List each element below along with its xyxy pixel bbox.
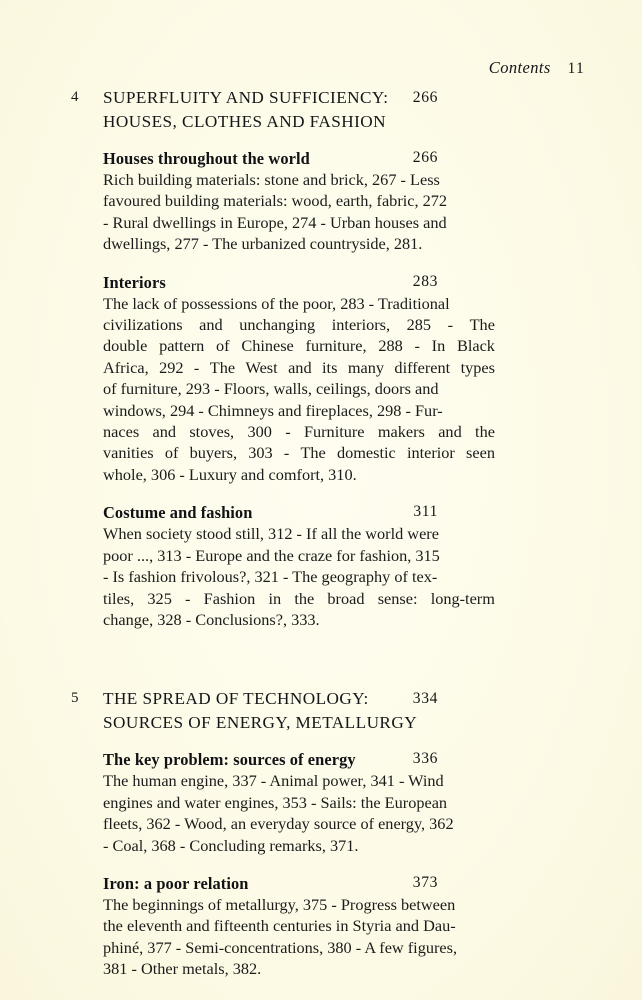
chapter-number: 5 [71,690,79,707]
section-contents-list [103,169,495,255]
section-contents-line: - Is fashion frivolous?, 321 - The geography of tex- [103,567,438,587]
chapter-page-number: 266 [412,89,438,106]
section-page-number: 336 [412,750,438,768]
section-contents-line: civilizations and unchanging interiors, 285 - The [103,315,495,335]
running-head-title: Contents [488,58,551,77]
table-of-contents [0,86,642,980]
section-contents-list [103,894,495,980]
chapter-page-number: 334 [412,690,438,708]
section-entry[interactable] [103,502,495,630]
section-contents-line: fleets, 362 - Wood, an everyday source of energy, 362 [103,814,454,834]
section-contents-line: Rich building materials: stone and brick, 267 - Less [103,170,440,189]
section-contents-line: double pattern of Chinese furniture, 288 - In Black [103,336,495,356]
section-page-number: 266 [412,149,438,166]
section-entry[interactable] [103,749,495,856]
section-page-number: 373 [412,873,438,891]
chapter-title-row [103,86,495,133]
chapter-title-line: THE SPREAD OF TECHNOLOGY: [103,689,369,709]
section-contents-line: naces and stoves, 300 - Furniture makers and the [103,422,495,442]
section-contents-line: windows, 294 - Chimneys and fireplaces, 298 - Fur- [103,400,443,420]
section-contents-list [103,293,495,486]
section-page-number: 283 [412,272,438,290]
section-contents-line: When society stood still, 312 - If all the world were [103,524,439,544]
chapter-title-row [103,687,495,734]
chapter-title-line: SUPERFLUITY AND SUFFICIENCY: [103,88,389,107]
section-contents-line: whole, 306 - Luxury and comfort, 310. [103,464,357,484]
section-contents-line: dwellings, 277 - The urbanized countryside, 281. [103,234,423,254]
chapter-title-line: HOUSES, CLOTHES AND FASHION [103,111,387,131]
section-contents-list [103,523,495,630]
section-contents-line: The beginnings of metallurgy, 375 - Progress between [103,894,456,914]
section-heading: Houses throughout the world [103,149,310,168]
section-contents-line: - Coal, 368 - Concluding remarks, 371. [103,835,359,855]
section-contents-list [103,770,495,856]
chapter-number: 4 [71,89,79,105]
section-contents-line: change, 328 - Conclusions?, 333. [103,609,320,629]
section-entry[interactable] [103,873,495,980]
section-contents-line: 381 - Other metals, 382. [103,959,262,979]
chapter-title-line: SOURCES OF ENERGY, METALLURGY [103,712,418,732]
section-contents-line: tiles, 325 - Fashion in the broad sense: long-term [103,588,495,608]
chapter-entry[interactable] [0,86,642,630]
section-heading: The key problem: sources of energy [103,750,356,770]
section-contents-line: poor ..., 313 - Europe and the craze for fashion, 315 [103,545,440,565]
section-contents-line: Africa, 292 - The West and its many different types [103,357,495,377]
running-head [489,58,585,78]
section-contents-line: of furniture, 293 - Floors, walls, ceilings, doors and [103,379,439,399]
section-contents-line: The human engine, 337 - Animal power, 341 - Wind [103,771,444,791]
section-contents-line: the eleventh and fifteenth centuries in Styria and Dau- [103,916,456,936]
section-contents-line: engines and water engines, 353 - Sails: the European [103,792,448,812]
section-entry[interactable] [103,148,495,255]
section-heading: Iron: a poor relation [103,873,249,893]
section-contents-line: phiné, 377 - Semi-concentrations, 380 - A few figures, [103,937,458,957]
chapter-entry[interactable] [0,687,642,979]
section-heading: Interiors [103,272,166,292]
section-contents-line: - Rural dwellings in Europe, 274 - Urban houses and [103,212,447,232]
section-heading: Costume and fashion [103,503,253,523]
section-contents-line: favoured building materials: wood, earth, fabric, 272 [103,191,448,211]
running-head-folio: 11 [567,60,585,77]
section-contents-line: vanities of buyers, 303 - The domestic interior seen [103,443,495,463]
section-page-number: 311 [413,503,438,521]
section-entry[interactable] [103,272,495,486]
section-contents-line: The lack of possessions of the poor, 283 - Traditional [103,293,450,313]
